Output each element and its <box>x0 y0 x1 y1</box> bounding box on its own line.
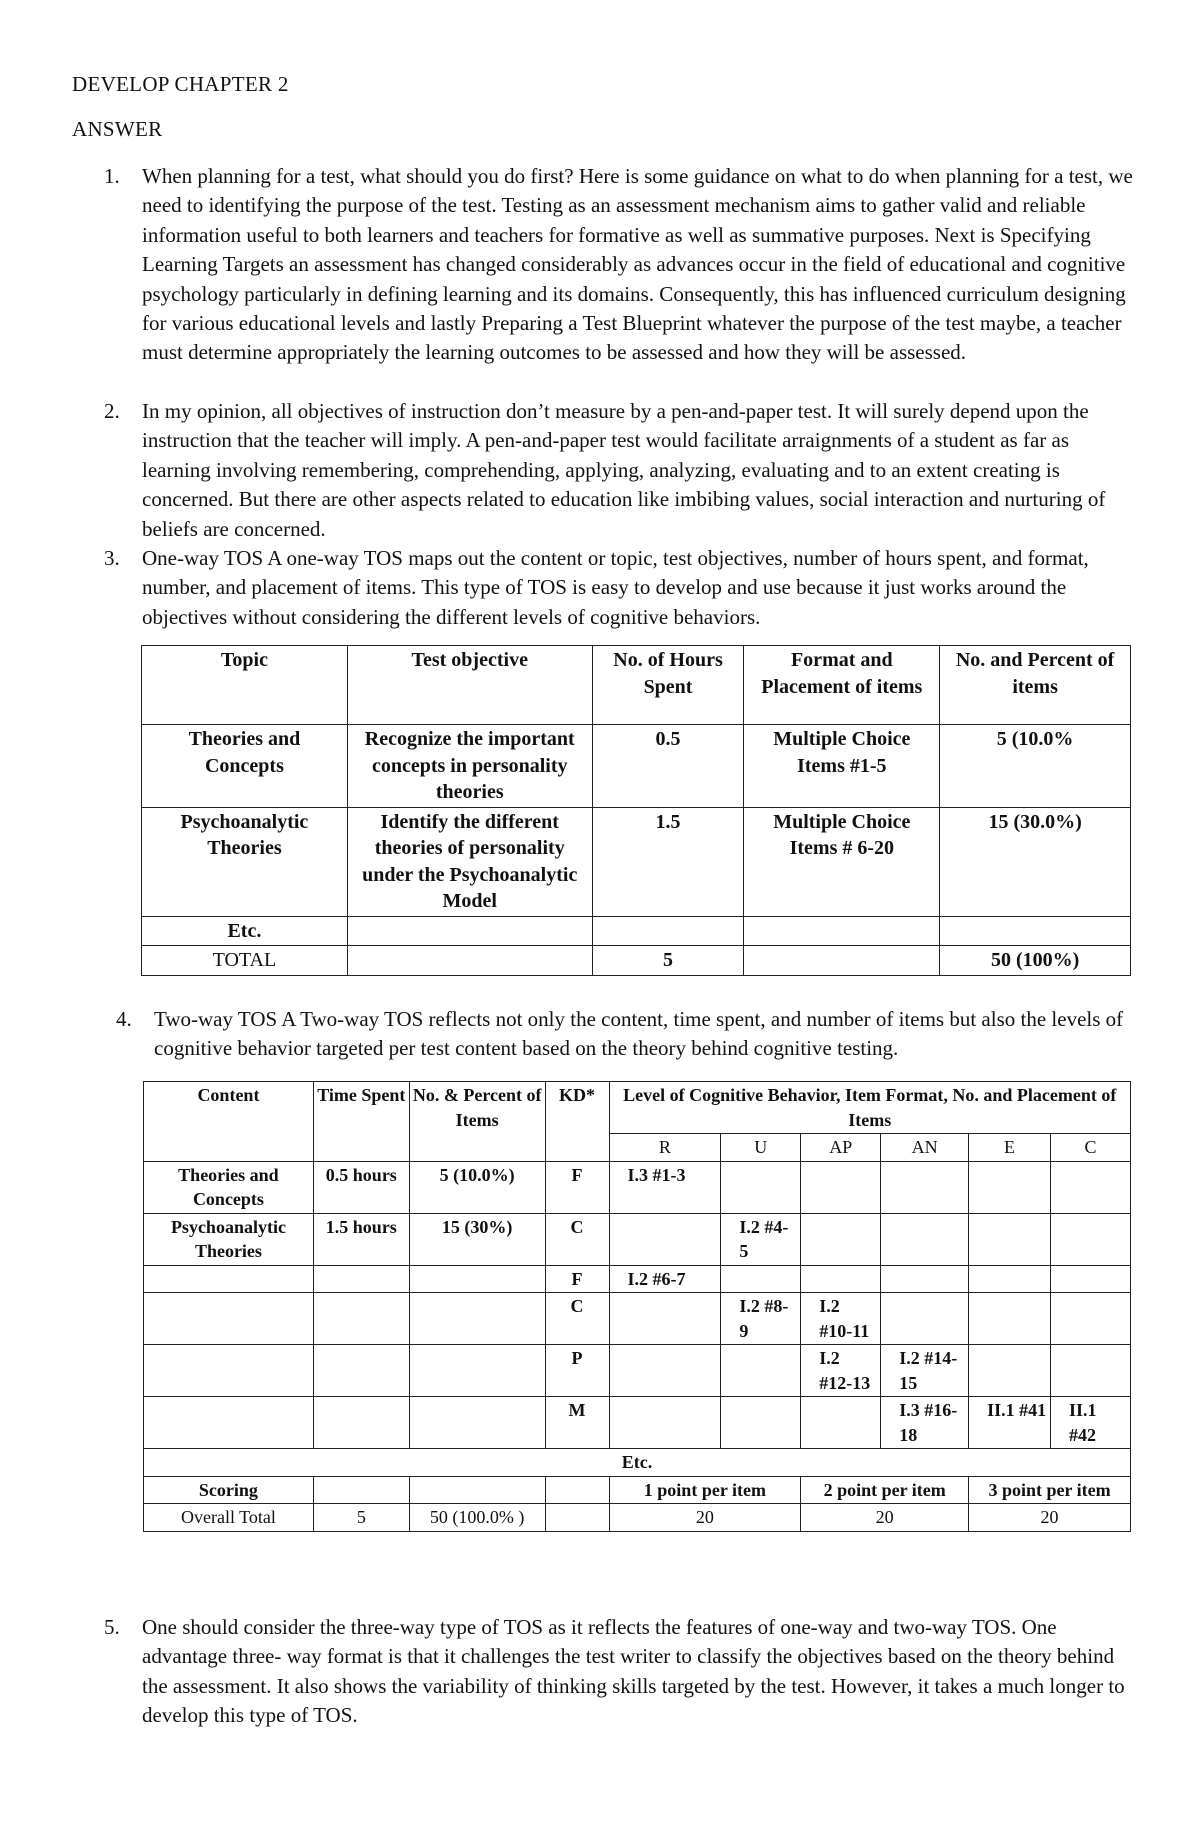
table-row <box>142 807 1131 916</box>
header-time-spent: Time Spent <box>313 1082 409 1162</box>
table-cell <box>609 1213 721 1265</box>
table-cell: 0.5 hours <box>313 1161 409 1213</box>
answer-heading: ANSWER <box>72 117 163 141</box>
table-cell: 15 (30.0%) <box>940 807 1131 916</box>
table-cell <box>545 1476 609 1504</box>
table-cell <box>969 1161 1051 1213</box>
answer-item-2 <box>104 397 1136 544</box>
table-cell: 1.5 hours <box>313 1213 409 1265</box>
table-cell <box>313 1345 409 1397</box>
table-cell: M <box>545 1397 609 1449</box>
table-row-overall-total <box>144 1504 1131 1532</box>
scoring-cell: 2 point per item <box>801 1476 969 1504</box>
answer-text: Two-way TOS A Two-way TOS reflects not only the content, time spent, and number of items but also the levels of cognitive behavior targeted per test content based on the theory behind cognitive testing. <box>154 1007 1124 1061</box>
answer-number: 2. <box>104 399 120 423</box>
answer-number: 5. <box>104 1615 120 1639</box>
header-kd: KD* <box>545 1082 609 1162</box>
table-cell: Theories and Concepts <box>144 1161 314 1213</box>
table-cell <box>940 916 1131 946</box>
header-level-u: U <box>721 1134 801 1162</box>
header-test-objective: Test objective <box>347 646 592 725</box>
table-cell <box>1051 1161 1131 1213</box>
table-cell <box>744 916 940 946</box>
header-level-c: C <box>1051 1134 1131 1162</box>
table-cell: Multiple Choice Items #1-5 <box>744 725 940 808</box>
table-cell: Multiple Choice Items # 6-20 <box>744 807 940 916</box>
header-level-an: AN <box>881 1134 969 1162</box>
table-cell: Identify the different theories of personality under the Psychoanalytic Model <box>347 807 592 916</box>
table-row-total <box>142 946 1131 976</box>
table-cell: F <box>545 1161 609 1213</box>
header-level-e: E <box>969 1134 1051 1162</box>
header-hours-spent: No. of Hours Spent <box>592 646 744 725</box>
table-cell <box>347 946 592 976</box>
table-cell <box>721 1161 801 1213</box>
table-cell <box>1051 1265 1131 1293</box>
table-cell <box>1051 1213 1131 1265</box>
table-cell: Psychoanalytic Theories <box>142 807 348 916</box>
etc-cell: Etc. <box>144 1449 1131 1477</box>
table-cell <box>347 916 592 946</box>
table-cell: Recognize the important concepts in personality theories <box>347 725 592 808</box>
table-cell <box>1051 1293 1131 1345</box>
table-cell <box>409 1293 545 1345</box>
header-percent-items: No. & Percent of Items <box>409 1082 545 1162</box>
overall-time: 5 <box>313 1504 409 1532</box>
table-cell: P <box>545 1345 609 1397</box>
header-content: Content <box>144 1082 314 1162</box>
table-cell: 5 (10.0%) <box>409 1161 545 1213</box>
scoring-cell: 1 point per item <box>609 1476 801 1504</box>
document-title: DEVELOP CHAPTER 2 <box>72 72 289 96</box>
table-cell <box>409 1345 545 1397</box>
table-cell: TOTAL <box>142 946 348 976</box>
table-cell: 5 (10.0% <box>940 725 1131 808</box>
header-level-r: R <box>609 1134 721 1162</box>
table-cell: II.1 #42 <box>1051 1397 1131 1449</box>
overall-total-cell: 20 <box>801 1504 969 1532</box>
table-cell <box>801 1213 881 1265</box>
table-cell <box>801 1161 881 1213</box>
header-level-ap: AP <box>801 1134 881 1162</box>
table-cell <box>144 1397 314 1449</box>
table-cell <box>144 1345 314 1397</box>
table-cell: I.2 #10-11 <box>801 1293 881 1345</box>
answer-text: In my opinion, all objectives of instruction don’t measure by a pen-and-paper test. It will surely depend upon the instruction that the teacher will imply. A pen-and-paper test would facilitate arraignments of a student as far as learning involving remembering, comprehending, applying, analyzing, evaluating and to an extent creating is concerned. But there are other aspects related to education like imbibing values, social interaction and nurturing of beliefs are concerned. <box>142 399 1106 541</box>
overall-percent: 50 (100.0% ) <box>409 1504 545 1532</box>
table-cell: I.3 #1-3 <box>609 1161 721 1213</box>
table-cell <box>969 1345 1051 1397</box>
table-cell <box>744 946 940 976</box>
answer-item-1 <box>104 162 1136 368</box>
answer-text: One-way TOS A one-way TOS maps out the content or topic, test objectives, number of hours spent, and format, number, and placement of items. This type of TOS is easy to develop and use because it just works around the objectives without considering the different levels of cognitive behaviors. <box>142 546 1089 629</box>
table-cell: C <box>545 1293 609 1345</box>
table-row <box>144 1345 1131 1397</box>
two-way-tos-table <box>143 1081 1131 1532</box>
header-topic: Topic <box>142 646 348 725</box>
table-cell <box>609 1345 721 1397</box>
table-cell: Psychoanalytic Theories <box>144 1213 314 1265</box>
overall-total-cell: 20 <box>609 1504 801 1532</box>
overall-total-cell: 20 <box>969 1504 1131 1532</box>
table-cell <box>313 1476 409 1504</box>
answer-item-3 <box>104 544 1136 632</box>
overall-total-label: Overall Total <box>144 1504 314 1532</box>
table-header-row <box>144 1082 1131 1134</box>
table-cell <box>881 1161 969 1213</box>
table-cell: 1.5 <box>592 807 744 916</box>
table-cell <box>969 1265 1051 1293</box>
table-cell: II.1 #41 <box>969 1397 1051 1449</box>
table-cell: Theories and Concepts <box>142 725 348 808</box>
table-cell <box>313 1293 409 1345</box>
table-cell <box>313 1397 409 1449</box>
table-row <box>144 1213 1131 1265</box>
table-cell: F <box>545 1265 609 1293</box>
header-percent-items: No. and Percent of items <box>940 646 1131 725</box>
table-cell: I.3 #16-18 <box>881 1397 969 1449</box>
table-row <box>144 1161 1131 1213</box>
table-cell: 0.5 <box>592 725 744 808</box>
table-cell: I.2 #12-13 <box>801 1345 881 1397</box>
table-cell: I.2 #4-5 <box>721 1213 801 1265</box>
table-cell <box>881 1213 969 1265</box>
table-row-scoring <box>144 1476 1131 1504</box>
table-cell: I.2 #6-7 <box>609 1265 721 1293</box>
table-row-etc <box>144 1449 1131 1477</box>
table-cell <box>881 1293 969 1345</box>
table-cell <box>409 1476 545 1504</box>
table-cell: 50 (100%) <box>940 946 1131 976</box>
answer-number: 4. <box>116 1007 132 1031</box>
answer-text: When planning for a test, what should you do first? Here is some guidance on what to do when planning for a test, we need to identifying the purpose of the test. Testing as an assessment mechanism aims to gather valid and reliable information useful to both learners and teachers for formative as well as summative purposes. Next is Specifying Learning Targets an assessment has changed considerably as advances occur in the field of educational and cognitive psychology particularly in defining learning and its domains. Consequently, this has influenced curriculum designing for various educational levels and lastly Preparing a Test Blueprint whatever the purpose of the test maybe, a teacher must determine appropriately the learning outcomes to be assessed and how they will be assessed. <box>142 164 1133 365</box>
answer-number: 1. <box>104 164 120 188</box>
table-cell <box>721 1345 801 1397</box>
table-row <box>144 1265 1131 1293</box>
table-row <box>142 916 1131 946</box>
table-row <box>144 1293 1131 1345</box>
table-row <box>142 725 1131 808</box>
table-cell <box>144 1265 314 1293</box>
answer-item-4 <box>116 1005 1136 1064</box>
table-cell <box>592 916 744 946</box>
table-header-row <box>142 646 1131 725</box>
header-format-placement: Format and Placement of items <box>744 646 940 725</box>
table-cell <box>969 1293 1051 1345</box>
table-cell <box>409 1397 545 1449</box>
table-cell: I.2 #14-15 <box>881 1345 969 1397</box>
table-cell <box>721 1397 801 1449</box>
table-cell: 5 <box>592 946 744 976</box>
table-cell <box>313 1265 409 1293</box>
table-cell <box>801 1265 881 1293</box>
answer-text: One should consider the three-way type of TOS as it reflects the features of one-way and two-way TOS. One advantage three- way format is that it challenges the test writer to classify the objectives based on the theory behind the assessment. It also shows the variability of thinking skills targeted by the test. However, it takes a much longer to develop this type of TOS. <box>142 1615 1125 1728</box>
table-cell <box>144 1293 314 1345</box>
table-cell: C <box>545 1213 609 1265</box>
table-cell <box>409 1265 545 1293</box>
table-cell: I.2 #8-9 <box>721 1293 801 1345</box>
answer-number: 3. <box>104 546 120 570</box>
table-row <box>144 1397 1131 1449</box>
one-way-tos-table <box>141 645 1131 976</box>
scoring-cell: 3 point per item <box>969 1476 1131 1504</box>
header-cognitive-level: Level of Cognitive Behavior, Item Format, No. and Placement of Items <box>609 1082 1130 1134</box>
table-cell <box>881 1265 969 1293</box>
table-cell <box>609 1397 721 1449</box>
table-cell <box>969 1213 1051 1265</box>
table-cell <box>1051 1345 1131 1397</box>
table-cell: Etc. <box>142 916 348 946</box>
answer-item-5 <box>104 1613 1136 1731</box>
table-cell <box>545 1504 609 1532</box>
table-cell <box>721 1265 801 1293</box>
table-cell <box>801 1397 881 1449</box>
table-cell <box>609 1293 721 1345</box>
scoring-label: Scoring <box>144 1476 314 1504</box>
table-cell: 15 (30%) <box>409 1213 545 1265</box>
